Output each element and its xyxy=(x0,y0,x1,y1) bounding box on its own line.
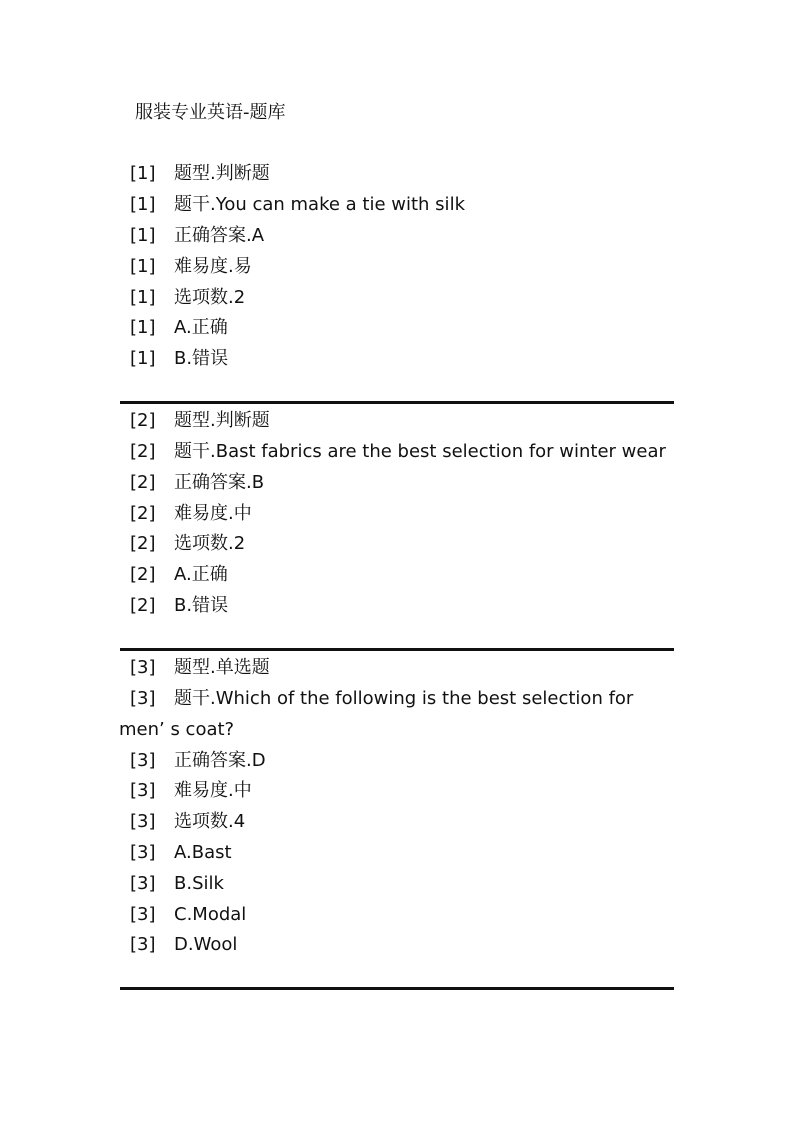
q1-index: [1] xyxy=(130,225,156,246)
q3-option-a: A.Bast xyxy=(174,842,232,863)
q2-answer: 正确答案.B xyxy=(174,472,265,493)
q1-option-b-line xyxy=(130,346,228,372)
q3-index: [3] xyxy=(130,750,156,771)
question-divider xyxy=(120,648,674,651)
q3-index: [3] xyxy=(130,657,156,678)
q3-index: [3] xyxy=(130,811,156,832)
q1-stem: 题干.You can make a tie with silk xyxy=(174,194,465,215)
q2-index: [2] xyxy=(130,503,156,524)
q3-difficulty-line xyxy=(130,778,252,804)
q3-type-line xyxy=(130,655,270,681)
q3-option-count: 选项数.4 xyxy=(174,811,246,832)
q3-difficulty: 难易度.中 xyxy=(174,780,252,801)
q2-type: 题型.判断题 xyxy=(174,410,270,431)
q3-option-b: B.Silk xyxy=(174,873,224,894)
q2-index: [2] xyxy=(130,441,156,462)
q1-index: [1] xyxy=(130,194,156,215)
q3-option-c: C.Modal xyxy=(174,904,247,925)
q3-answer: 正确答案.D xyxy=(174,750,266,771)
q2-index: [2] xyxy=(130,595,156,616)
q2-index: [2] xyxy=(130,533,156,554)
q1-index: [1] xyxy=(130,256,156,277)
q3-option-b-line xyxy=(130,871,224,897)
q3-index: [3] xyxy=(130,688,156,709)
q3-index: [3] xyxy=(130,904,156,925)
q3-stem-line xyxy=(130,686,633,712)
q3-index: [3] xyxy=(130,842,156,863)
q1-answer: 正确答案.A xyxy=(174,225,265,246)
q2-option-count: 选项数.2 xyxy=(174,533,246,554)
q3-answer-line xyxy=(130,748,266,774)
q1-option-count: 选项数.2 xyxy=(174,287,246,308)
q1-index: [1] xyxy=(130,317,156,338)
q1-index: [1] xyxy=(130,287,156,308)
q1-option-a-line xyxy=(130,315,228,341)
q1-option-b: B.错误 xyxy=(174,348,229,369)
q1-stem-line xyxy=(130,192,465,218)
q3-type: 题型.单选题 xyxy=(174,657,270,678)
q1-option-count-line xyxy=(130,285,245,311)
q2-answer-line xyxy=(130,470,264,496)
q2-stem-line xyxy=(130,439,666,465)
q2-stem: 题干.Bast fabrics are the best selection for winter wear xyxy=(174,441,666,462)
q2-index: [2] xyxy=(130,564,156,585)
q2-option-count-line xyxy=(130,531,245,557)
q3-option-count-line xyxy=(130,809,245,835)
q3-stem-continuation: men’ s coat? xyxy=(119,719,235,740)
q2-index: [2] xyxy=(130,472,156,493)
q3-index: [3] xyxy=(130,780,156,801)
q1-difficulty: 难易度.易 xyxy=(174,256,252,277)
q3-index: [3] xyxy=(130,934,156,955)
q2-option-b-line xyxy=(130,593,228,619)
q1-index: [1] xyxy=(130,348,156,369)
q3-option-a-line xyxy=(130,840,232,866)
question-divider xyxy=(120,401,674,404)
q1-index: [1] xyxy=(130,163,156,184)
q1-type: 题型.判断题 xyxy=(174,163,270,184)
q2-option-b: B.错误 xyxy=(174,595,229,616)
q3-option-c-line xyxy=(130,902,246,928)
q1-difficulty-line xyxy=(130,254,252,280)
q2-index: [2] xyxy=(130,410,156,431)
q3-index: [3] xyxy=(130,873,156,894)
q1-answer-line xyxy=(130,223,264,249)
q1-option-a: A.正确 xyxy=(174,317,228,338)
q2-option-a: A.正确 xyxy=(174,564,228,585)
q2-difficulty-line xyxy=(130,501,252,527)
q2-difficulty: 难易度.中 xyxy=(174,503,252,524)
q3-option-d: D.Wool xyxy=(174,934,238,955)
q1-type-line xyxy=(130,161,270,187)
q3-option-d-line xyxy=(130,932,237,958)
q2-option-a-line xyxy=(130,562,228,588)
q3-stem: 题干.Which of the following is the best selection for xyxy=(174,688,634,709)
q2-type-line xyxy=(130,408,270,434)
question-divider xyxy=(120,987,674,990)
document-title: 服装专业英语-题库 xyxy=(135,102,286,123)
